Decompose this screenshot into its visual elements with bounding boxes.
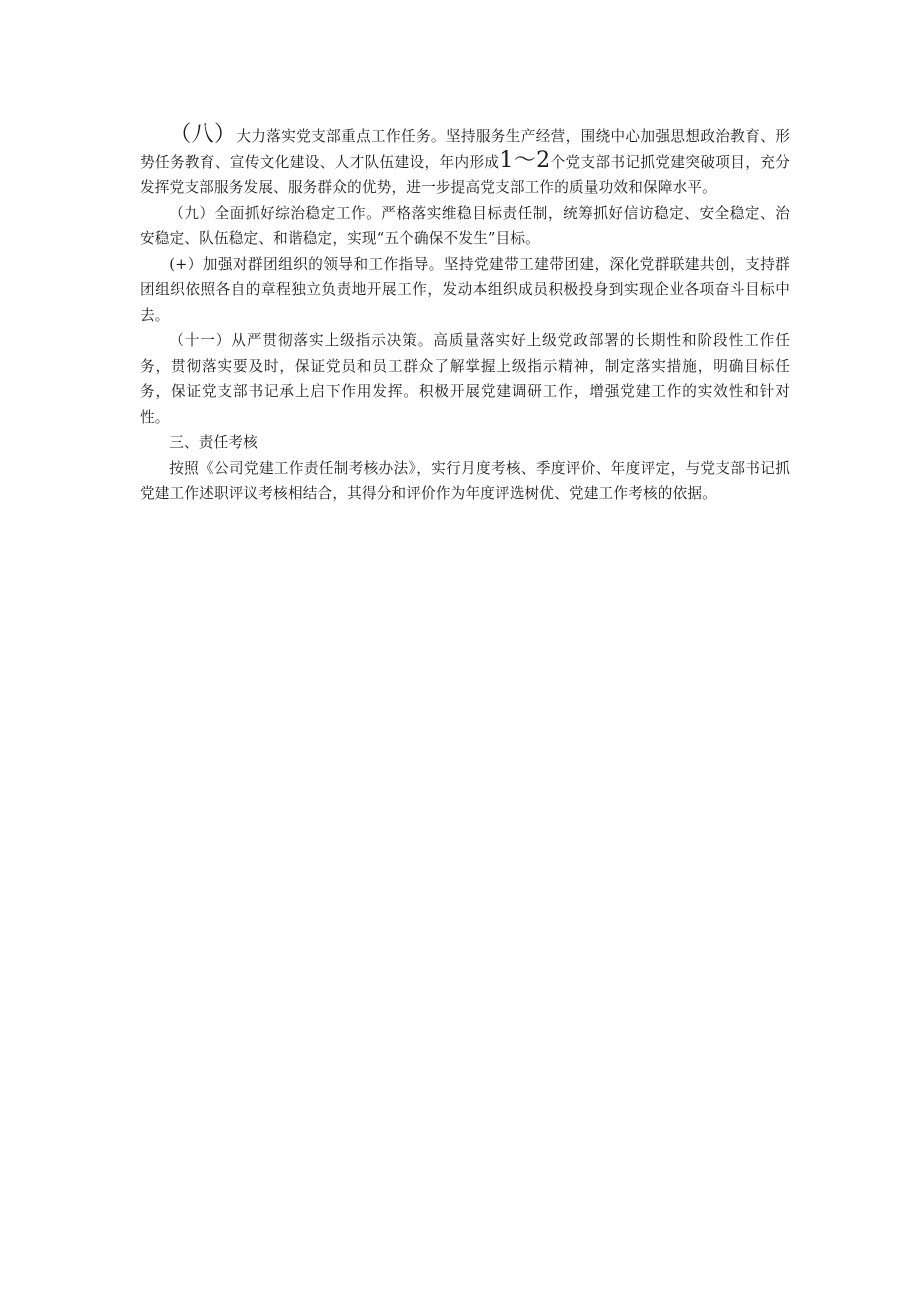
paragraph-9: （九）全面抓好综治稳定工作。严格落实维稳目标责任制，统筹抓好信访稳定、安全稳定、治安稳定、队伍稳定、和谐稳定，实现“五个确保不发生”目标。 [140,204,790,247]
paragraph-8 [140,124,790,201]
paragraph-8-text-a: 大力落实党支部重点工作任务。坚持服务生产经营，围绕中心加强思想政治教育、形势任务教育、宣传文化建设、人才队伍建设，年内形成 [140,128,791,171]
paragraph-8-number: （八） [169,122,237,147]
paragraph-10: (+）加强对群团组织的领导和工作指导。坚持党建带工建带团建，深化党群联建共创，支持群团组织依照各自的章程独立负责地开展工作，发动本组织成员积极投身到实现企业各项奋斗目标中去。 [140,255,790,324]
section-3-body: 按照《公司党建工作责任制考核办法》，实行月度考核、季度评价、年度评定，与党支部书记抓党建工作述职评议考核相结合，其得分和评价作为年度评选树优、党建工作考核的依据。 [140,459,790,502]
paragraph-11: （十一）从严贯彻落实上级指示决策。高质量落实好上级党政部署的长期性和阶段性工作任务，贯彻落实要及时，保证党员和员工群众了解掌握上级指示精神，制定落实措施，明确目标任务，保证党支部书记承上启下作用发挥。积极开展党建调研工作，增强党建工作的实效性和针对性。 [140,332,790,426]
paragraph-8-range: 1～2 [499,147,551,173]
section-heading-responsibility-assessment: 三、责任考核 [169,434,258,451]
paragraph-8-text-b: 个党支部书记抓党建突破项目，充分发挥党支部服务发展、服务群众的优势，进一步提高党支部工作的质量功效和保障水平。 [140,153,790,196]
document-body [140,124,790,507]
